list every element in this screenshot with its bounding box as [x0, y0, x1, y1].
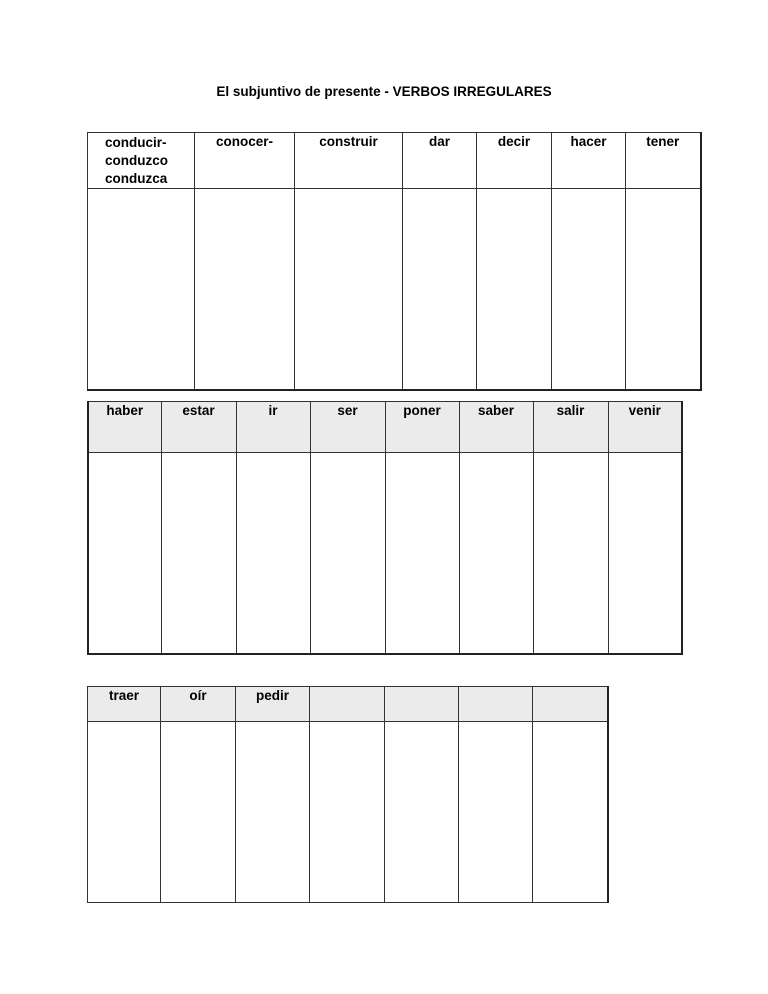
- verb-header: ser: [310, 402, 385, 453]
- verb-table-2: [87, 401, 683, 655]
- answer-cell[interactable]: [161, 722, 236, 903]
- answer-cell[interactable]: [403, 189, 477, 391]
- verb-header: salir: [533, 402, 608, 453]
- answer-cell[interactable]: [195, 189, 295, 391]
- answer-cell[interactable]: [533, 453, 608, 655]
- answer-cell[interactable]: [310, 453, 385, 655]
- answer-cell[interactable]: [552, 189, 626, 391]
- verb-header: dar: [403, 133, 477, 189]
- header-row: [88, 133, 701, 189]
- answer-cell[interactable]: [295, 189, 403, 391]
- answer-row: [88, 189, 701, 391]
- verb-header: hacer: [552, 133, 626, 189]
- answer-cell[interactable]: [88, 189, 195, 391]
- answer-cell[interactable]: [477, 189, 552, 391]
- verb-header: tener: [626, 133, 701, 189]
- verb-header: traer: [88, 687, 161, 722]
- answer-row: [88, 722, 608, 903]
- header-row: [88, 687, 608, 722]
- answer-cell[interactable]: [88, 453, 161, 655]
- verb-header: decir: [477, 133, 552, 189]
- answer-cell[interactable]: [533, 722, 608, 903]
- verb-table-1: [87, 132, 702, 391]
- verb-header: [385, 687, 459, 722]
- verb-header: venir: [608, 402, 682, 453]
- verb-header: estar: [161, 402, 236, 453]
- answer-cell[interactable]: [385, 722, 459, 903]
- verb-header: ir: [236, 402, 310, 453]
- answer-cell[interactable]: [236, 453, 310, 655]
- verb-header-line: conducir-: [105, 135, 167, 150]
- answer-cell[interactable]: [459, 453, 533, 655]
- answer-cell[interactable]: [459, 722, 533, 903]
- verb-header: [459, 687, 533, 722]
- verb-header: [310, 687, 385, 722]
- answer-cell[interactable]: [161, 453, 236, 655]
- verb-header: oír: [161, 687, 236, 722]
- verb-header: [533, 687, 608, 722]
- answer-cell[interactable]: [236, 722, 310, 903]
- verb-table-3: [87, 686, 609, 903]
- verb-header: saber: [459, 402, 533, 453]
- answer-cell[interactable]: [385, 453, 459, 655]
- verb-header: poner: [385, 402, 459, 453]
- header-row: [88, 402, 682, 453]
- verb-header-line: conduzco: [105, 153, 168, 168]
- verb-header: pedir: [236, 687, 310, 722]
- answer-row: [88, 453, 682, 655]
- answer-cell[interactable]: [88, 722, 161, 903]
- answer-cell[interactable]: [310, 722, 385, 903]
- page-title: El subjuntivo de presente - VERBOS IRREGULARES: [216, 84, 552, 99]
- verb-header: conocer-: [195, 133, 295, 189]
- answer-cell[interactable]: [626, 189, 701, 391]
- verb-header: [88, 133, 195, 189]
- verb-header: haber: [88, 402, 161, 453]
- verb-header-line: conduzca: [105, 171, 168, 186]
- answer-cell[interactable]: [608, 453, 682, 655]
- verb-header: construir: [295, 133, 403, 189]
